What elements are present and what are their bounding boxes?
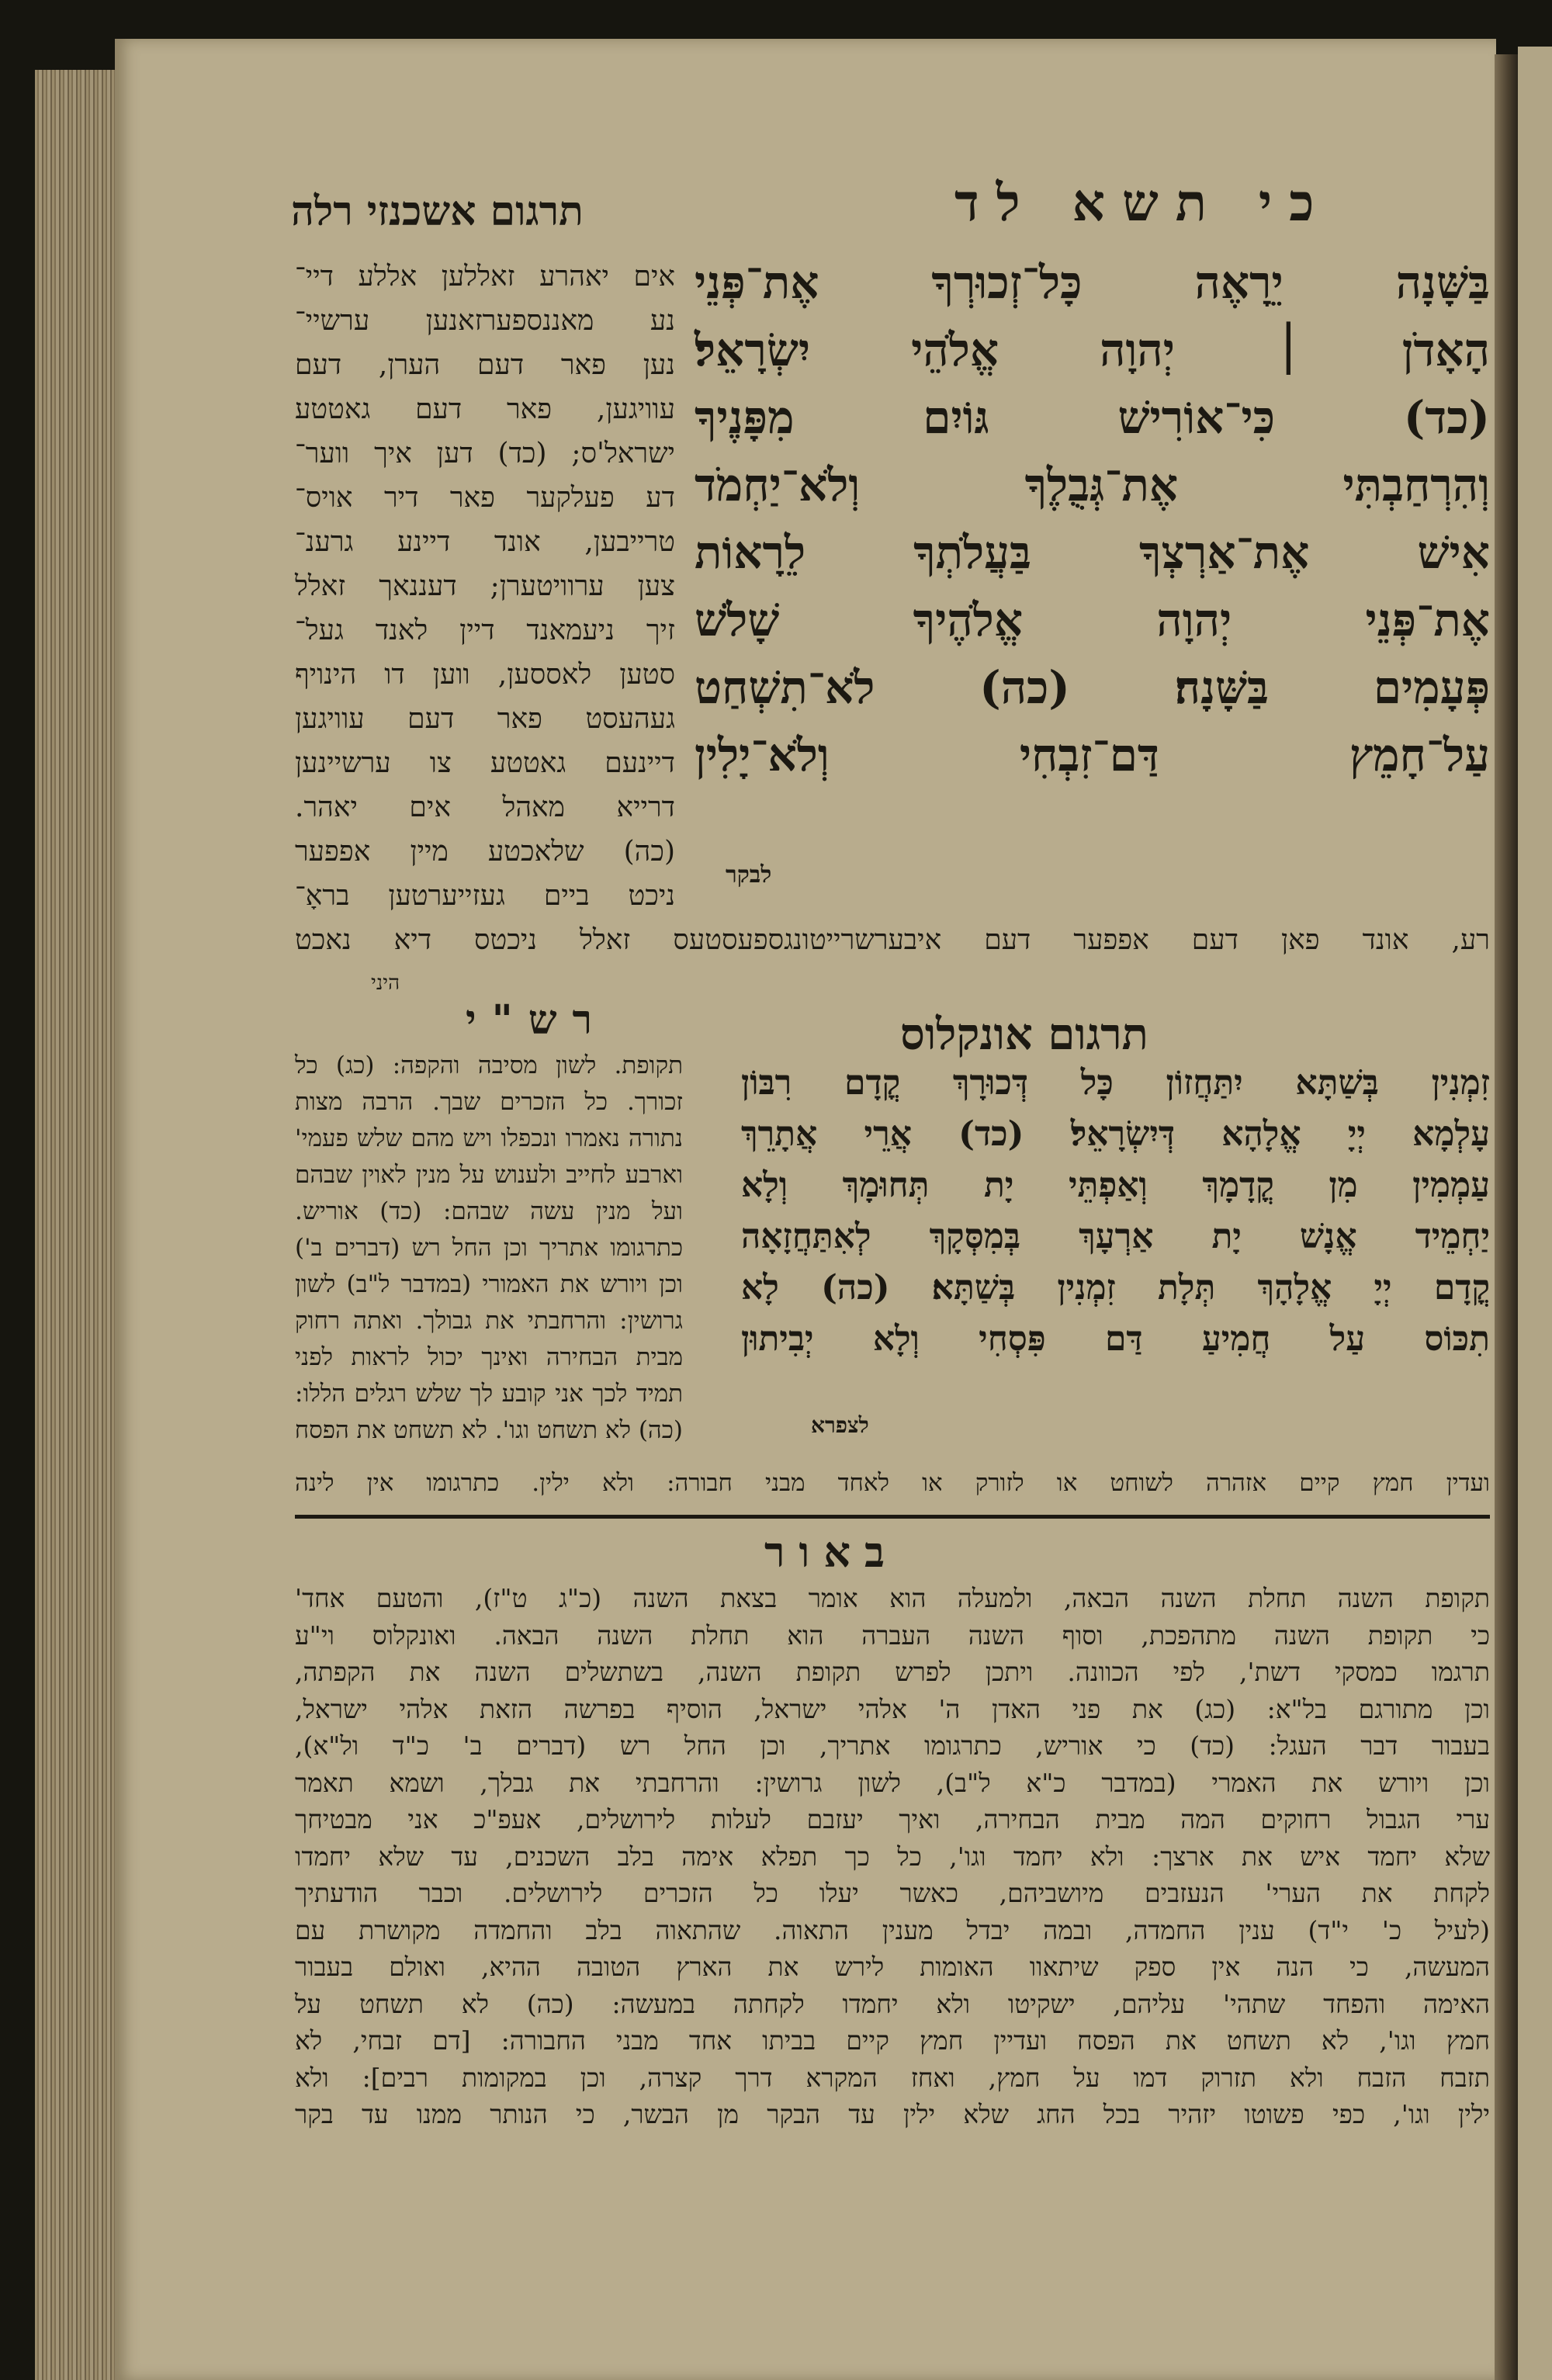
rashi-line: גרושין: והרחבתי את גבולך. ואתה רחוק: [295, 1307, 683, 1335]
torah-line: אֶת־פְּנֵי יְהוָה אֱלֹהֶיךָ שָׁלֹשׁ: [695, 594, 1490, 646]
translation-line: ישראל'ס; (כד) דען איך ווער־: [295, 438, 675, 469]
rashi-line: כתרגומו אתריך וכן החל רש (דברים ב'): [295, 1234, 683, 1262]
portion-title: כי תשא לד: [954, 172, 1332, 233]
translation-line: ניכט ביים געזייערטען בראָ־: [295, 880, 675, 912]
biur-line: ילין וגו', כפי פשוטו יזהיר בכל החג שלא ילין עד הבקר מן הבשר, כי הנותר ממנו עד בקר: [295, 2099, 1490, 2129]
translation-line: געהעסט פאר דעם עוויגען: [295, 703, 675, 735]
onkelos-line: תִכּוֹס עַל חֲמִיעַ דַּם פִּסְחִי וְלָא יְבִיתוּן: [741, 1319, 1490, 1359]
translation-line: נע מאננספערזאנען ערשיי־: [295, 305, 675, 337]
rashi-line: זכורך. כל הזכרים שבך. הרבה מצות: [295, 1088, 683, 1116]
biur-line: וכן ויורש את האמרי (במדבר כ"א ל"ב), לשון גרושין: והרחבתי את גבלך, ושמא תאמר: [295, 1767, 1490, 1798]
translation-title: תרגום אשכנזי רלה: [291, 188, 584, 235]
onkelos-line: יַחְמֵיד אֱנָשׁ יָת אַרְעָךְ בְּמִסְּקָךְ לְאִתַּחֲזָאָה: [741, 1217, 1490, 1256]
rashi-line: מבית הבחירה ואינך יכול לראות לפני: [295, 1343, 683, 1371]
translation-line: סטען לאססען, ווען דו הינויף: [295, 659, 675, 691]
rashi-line: ועל מנין עשה שבהם: (כד) אוריש.: [295, 1197, 683, 1225]
rashi-line: נתורה נאמרו ונכפלו ויש מהם שלש פעמי': [295, 1124, 683, 1152]
translation-line: דרייא מאהל אים יאהר.: [295, 792, 675, 823]
biur-line: (לעיל כ' י"ד) ענין החמדה, ובמה יבדל מענין התאוה. שהתאוה בלב והחמדה מקושרת עם: [295, 1914, 1490, 1945]
translation-line: צען ערוויטערן; דעננאך זאלל: [295, 570, 675, 602]
next-page-edge: [1518, 47, 1552, 2380]
onkelos-line: עַמְמִין מִן קֳדָמָךְ וְאַפְתֵּי יָת תְּחוּמָךְ וְלָא: [741, 1166, 1490, 1205]
torah-line: פְּעָמִים בַּשָּׁנָה׃ (כה) לֹא־תִשְׁחַט: [695, 661, 1490, 714]
torah-line: הָאָדֹן ׀ יְהוָה אֱלֹהֵי יִשְׂרָאֵל׃: [695, 324, 1490, 376]
translation-line: טרייבען, אונד דיינע גרענ־: [295, 526, 675, 558]
translation-line: נען פאר דעם הערן, דעם: [295, 349, 675, 381]
translation-full-line: רע, אונד פאן דעם אפפער דעם איבערשרייטונגספעסטעס זאלל ניכטס דיא נאכט: [295, 924, 1490, 956]
translation-line: (כה) שלאכטע מיין אפפער: [295, 836, 675, 868]
biur-line: ערי הגבול רחוקים המה מבית הבחירה, ואיך יעזבם לעלות לירושלים, אעפ"כ אני מבטיחך: [295, 1804, 1490, 1834]
biur-line: תקופת השנה תחלת השנה הבאה, ולמעלה הוא אומר בצאת השנה (כ"ג ט"ז), והטעם אחד': [295, 1583, 1490, 1613]
biur-line: בעבור דבר העגל: (כד) כי אוריש, כתרגומו אתריך, וכן החל רש (דברים ב' כ"ד ול"א),: [295, 1730, 1490, 1761]
translation-line: עוויגען, פאר דעם גאטטע: [295, 393, 675, 425]
biur-line: וכן מתורגם בל"א: (כג) את פני האדן ה' אלהי ישראל, הוסיף בפרשה הזאת אלהי ישראל,: [295, 1693, 1490, 1724]
biur-line: לקחת את הערי' הנעזבים מיושביהם, כאשר יעלו כל הזכרים לירושלים. וכבר הודעתיך: [295, 1878, 1490, 1908]
torah-line: אִישׁ אֶת־אַרְצְךָ בַּעֲלֹתְךָ לֵרָאוֹת: [695, 526, 1490, 579]
torah-line: עַל־חָמֵץ דַּם־זִבְחִי וְלֹא־יָלִין: [695, 729, 1490, 781]
biur-title: באור: [764, 1527, 899, 1577]
onkelos-line: קֳדָם יְיָ אֱלָהָךְ תְּלָת זִמְנִין בְּשַׁתָּא׃ (כה) לָא: [741, 1268, 1490, 1308]
translation-line: דיינעם גאטטע צו ערשיינען: [295, 747, 675, 779]
biur-line: תזבח הזבח ולא תזרוק דמו על חמץ, ואחז המקרא דרך קצרה, וכן במקומות רבים]: ולא: [295, 2062, 1490, 2093]
book-gutter: [1495, 54, 1518, 2380]
translation-line: זיך ניעמאנד דיין לאנד געל־: [295, 615, 675, 646]
rashi-line: תמיד לכך אני קובע לך שלש רגלים הללו:: [295, 1380, 683, 1408]
book-page-edges: [35, 70, 116, 2380]
onkelos-line: עָלְמָא יְיָ אֱלָהָא דְּיִשְׂרָאֵל׃ (כד) אֲרֵי אֲתָרֵךְ: [741, 1114, 1490, 1154]
rashi-title: רש"י: [466, 996, 608, 1044]
translation-line: אים יאהרע זאללען אללע דיי־: [295, 261, 675, 293]
translation-line: דע פעלקער פאר דיר אויס־: [295, 482, 675, 514]
torah-line: בַּשָּׁנָה יֵרָאֶה כָּל־זְכוּרְךָ אֶת־פְּנֵי: [695, 256, 1490, 309]
biur-line: תרגמו כמסקי דשת', לפי הכוונה. ויתכן לפרש תקופת השנה, בשתשלים השנה את הקפתה,: [295, 1657, 1490, 1687]
onkelos-line: זִמְנִין בְּשַׁתָּא יִתַּחֲזוֹן כָּל דְּכוּרָךְ קֳדָם רִבּוֹן: [741, 1063, 1490, 1103]
torah-line: (כד) כִּי־אוֹרִישׁ גּוֹיִם מִפָּנֶיךָ: [695, 391, 1490, 444]
torah-line: וְהִרְחַבְתִּי אֶת־גְּבֻלֶךָ וְלֹא־יַחְמֹד: [695, 459, 1490, 511]
biur-line: האימה והפחד שתהי' עליהם, ישקיטו ולא יחמדו לקחתה במעשה: (כה) לא תשחט על: [295, 1988, 1490, 2019]
rashi-line: וארבע לחייב ולענוש על מנין לאוין שבהם: [295, 1161, 683, 1189]
biur-line: כי תקופת השנה מתהפכת, וסוף השנה העברה הוא תחלת השנה הבאה. ואונקלוס וי"ע: [295, 1620, 1490, 1651]
rashi-line: (כה) לא תשחט וגו'. לא תשחט את הפסח: [294, 1416, 683, 1444]
rashi-full-line: ועדין חמץ קיים אזהרה לשוחט או לזורק או לאחד מבני חבורה: ולא ילין. כתרגומו אין לינה: [295, 1469, 1490, 1497]
rashi-line: תקופת. לשון מסיבה והקפה: (כג) כל: [295, 1051, 683, 1079]
onkelos-catchword: לצפרא: [811, 1412, 869, 1438]
biur-commentary: [295, 0, 1490, 2173]
biur-line: שלא יחמד איש את ארצך: ולא יחמד וגו', כל כך תפלא אימה בלב השכנים, עד שלא יחמדו: [295, 1841, 1490, 1872]
onkelos-title: תרגום אונקלוס: [900, 1009, 1148, 1060]
translation-catchword: היני: [371, 972, 400, 995]
biur-line: המעשה, כי הנה אין ספק שיתאוו האומות לירש את הארץ הטובה ההיא, ואולם בעבור: [295, 1952, 1490, 1982]
rashi-line: וכן ויורש את האמורי (במדבר ל"ב) לשון: [295, 1270, 683, 1298]
biur-line: חמץ וגו', לא תשחט את הפסח ועדיין חמץ קיים בביתו אחד מבני החבורה: [דם זבחי, לא: [295, 2025, 1490, 2056]
torah-catchword: לבקר: [726, 861, 772, 889]
